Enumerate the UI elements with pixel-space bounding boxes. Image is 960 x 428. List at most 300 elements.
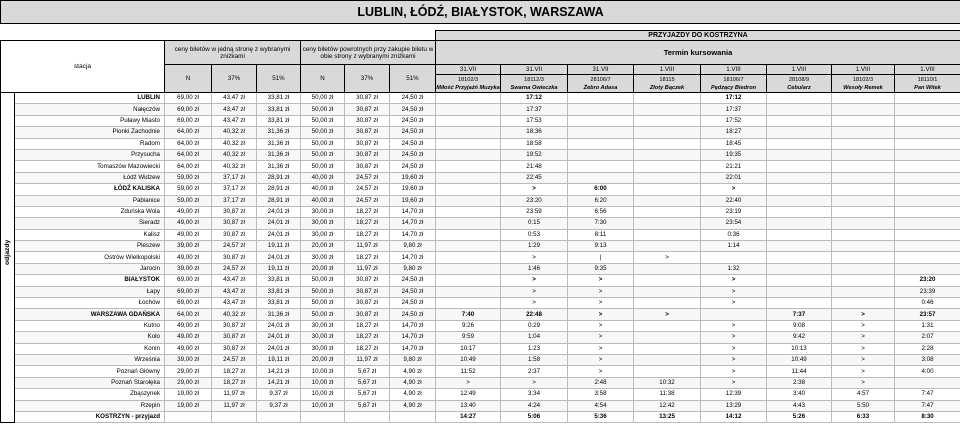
time-cell (832, 93, 895, 104)
time-cell: 17:12 (501, 93, 568, 104)
time-cell: 1:29 (501, 241, 568, 252)
station-name: Poznań Główny (15, 366, 165, 377)
station-name: Zbąszynek (15, 389, 165, 400)
time-cell: > (501, 298, 568, 309)
time-cell: 3:58 (568, 389, 634, 400)
train-header (436, 65, 501, 93)
time-cell: 17:37 (501, 104, 568, 115)
time-cell (832, 149, 895, 160)
time-cell: > (568, 275, 634, 286)
time-cell (634, 218, 701, 229)
time-cell: 21:21 (701, 161, 767, 172)
time-cell: 2:48 (568, 377, 634, 388)
time-cell (767, 93, 832, 104)
price-cell: 30,00 zł (301, 320, 345, 331)
price-cell: 14,70 zł (390, 332, 436, 343)
time-cell: 7:37 (767, 309, 832, 320)
price-cell: 5,67 zł (345, 377, 390, 388)
train-name: Swarna Owieczka (510, 84, 558, 91)
price-cell: 24,01 zł (257, 229, 301, 240)
price-cell: 69,00 zł (165, 115, 212, 126)
time-cell: 10:49 (767, 354, 832, 365)
price-cell: 50,00 zł (301, 286, 345, 297)
train-number: 18115 (659, 76, 675, 83)
time-cell: 5:06 (501, 411, 568, 422)
price-cell: 50,00 zł (301, 275, 345, 286)
time-cell (832, 263, 895, 274)
time-cell: 17:53 (501, 115, 568, 126)
price-cell: 64,00 zł (165, 161, 212, 172)
price-cell: 43,47 zł (212, 298, 257, 309)
time-cell (767, 161, 832, 172)
price-cell: 24,50 zł (390, 275, 436, 286)
train-name: Wesoły Remek (843, 84, 883, 91)
time-cell (895, 149, 960, 160)
price-cell: 24,57 zł (212, 354, 257, 365)
table-row (1, 286, 960, 297)
time-cell: 14:12 (701, 411, 767, 422)
time-cell: 23:19 (701, 206, 767, 217)
time-cell (568, 104, 634, 115)
train-number: 28106/7 (590, 76, 611, 83)
time-cell: 23:39 (895, 286, 960, 297)
time-cell (895, 206, 960, 217)
price-cell: 49,00 zł (165, 206, 212, 217)
return-price-header: ceny biletów powrotnych przy zakupie biletu w obie strony z wybranymi zniżkami (301, 41, 436, 65)
time-cell: 0:29 (501, 320, 568, 331)
price-cell: 30,87 zł (345, 115, 390, 126)
time-cell (634, 206, 701, 217)
price-cell: 40,00 zł (301, 195, 345, 206)
train-header (634, 65, 701, 93)
price-cell: 18,27 zł (345, 229, 390, 240)
price-cell: 69,00 zł (165, 298, 212, 309)
time-cell (436, 286, 501, 297)
train-number: 18102/3 (457, 76, 479, 83)
train-number: 18110/1 (917, 76, 938, 83)
price-cell: 64,00 zł (165, 309, 212, 320)
time-cell (895, 104, 960, 115)
station-name: WARSZAWA GDAŃSKA (15, 309, 165, 320)
price-cell: 30,00 zł (301, 206, 345, 217)
price-cell: 24,01 zł (257, 320, 301, 331)
time-cell (767, 275, 832, 286)
time-cell: > (436, 377, 501, 388)
time-cell (832, 172, 895, 183)
time-cell: 5:36 (568, 411, 634, 422)
station-name: Łapy (15, 286, 165, 297)
time-cell: 11:38 (634, 389, 701, 400)
table-row (1, 104, 960, 115)
price-cell: 31,36 zł (257, 127, 301, 138)
price-cell: 30,00 zł (301, 332, 345, 343)
time-cell (832, 286, 895, 297)
price-cell: 24,50 zł (390, 309, 436, 320)
price-cell: 30,87 zł (212, 229, 257, 240)
train-date: 1.VIII (767, 66, 831, 75)
price-cell: 43,47 zł (212, 115, 257, 126)
time-cell: 6:20 (568, 195, 634, 206)
train-number: 18106/7 (723, 76, 744, 83)
time-cell (436, 275, 501, 286)
price-cell (301, 411, 345, 422)
time-cell (634, 93, 701, 104)
time-cell: 0:46 (895, 298, 960, 309)
time-cell (436, 206, 501, 217)
time-cell (634, 115, 701, 126)
time-cell: > (501, 252, 568, 263)
price-cell: 19,00 zł (165, 389, 212, 400)
time-cell: > (701, 320, 767, 331)
price-cell: 24,57 zł (345, 172, 390, 183)
table-row (1, 411, 960, 422)
price-cell: 50,00 zł (301, 149, 345, 160)
station-name: Ostrów Wielkopolski (15, 252, 165, 263)
time-cell: 2:38 (767, 377, 832, 388)
price-cell: 33,81 zł (257, 275, 301, 286)
time-cell (436, 104, 501, 115)
time-cell (767, 252, 832, 263)
price-cell: 40,32 zł (212, 309, 257, 320)
price-cell: 24,57 zł (212, 241, 257, 252)
time-cell (767, 286, 832, 297)
price-cell: 14,21 zł (257, 377, 301, 388)
price-cell: 43,47 zł (212, 104, 257, 115)
time-cell (895, 229, 960, 240)
station-name: LUBLIN (15, 93, 165, 104)
price-cell: 19,60 zł (390, 195, 436, 206)
price-cell: 29,00 zł (165, 377, 212, 388)
train-header (895, 65, 960, 93)
station-name: Jarocin (15, 263, 165, 274)
price-cell: 20,00 zł (301, 263, 345, 274)
table-row (1, 115, 960, 126)
price-cell: 24,01 zł (257, 206, 301, 217)
price-cell: 9,80 zł (390, 263, 436, 274)
price-cell: 11,97 zł (345, 263, 390, 274)
time-cell: > (568, 332, 634, 343)
time-cell: > (832, 309, 895, 320)
time-cell (895, 138, 960, 149)
time-cell (634, 298, 701, 309)
price-cell: 24,50 zł (390, 138, 436, 149)
price-cell: 37,17 zł (212, 184, 257, 195)
station-name: Sieradz (15, 218, 165, 229)
price-cell: 14,70 zł (390, 229, 436, 240)
time-cell (895, 115, 960, 126)
table-row (1, 229, 960, 240)
time-cell: 18:36 (501, 127, 568, 138)
train-name: Cebularz (787, 84, 811, 91)
table-row (1, 138, 960, 149)
time-cell (832, 115, 895, 126)
time-cell (568, 115, 634, 126)
time-cell: 11:52 (436, 366, 501, 377)
station-name: Pabianice (15, 195, 165, 206)
price-cell: 24,50 zł (390, 298, 436, 309)
time-cell: 9:08 (767, 320, 832, 331)
price-cell: 30,87 zł (212, 320, 257, 331)
train-date: 1.VIII (701, 66, 766, 75)
price-cell: 11,97 zł (212, 389, 257, 400)
table-row (1, 93, 960, 104)
time-cell (895, 218, 960, 229)
time-cell: 4:00 (895, 366, 960, 377)
station-name: Tomaszów Mazowiecki (15, 161, 165, 172)
time-cell (832, 241, 895, 252)
time-cell: 4:43 (767, 400, 832, 411)
time-cell (634, 320, 701, 331)
price-cell: 9,37 zł (257, 389, 301, 400)
time-cell (832, 104, 895, 115)
time-cell (767, 195, 832, 206)
time-cell (895, 161, 960, 172)
table-row (1, 298, 960, 309)
discount-label: N (165, 65, 212, 93)
price-cell: 10,00 zł (301, 389, 345, 400)
train-header (701, 65, 767, 93)
time-cell: 14:27 (436, 411, 501, 422)
price-cell: 4,90 zł (390, 377, 436, 388)
station-name: Zduńska Wola (15, 206, 165, 217)
price-cell: 69,00 zł (165, 104, 212, 115)
price-cell: 9,80 zł (390, 354, 436, 365)
time-cell (895, 377, 960, 388)
station-name: Przysucha (15, 149, 165, 160)
time-cell (634, 263, 701, 274)
time-cell: 10:13 (767, 343, 832, 354)
time-cell (767, 298, 832, 309)
page-title: LUBLIN, ŁÓDŹ, BIAŁYSTOK, WARSZAWA (1, 1, 960, 24)
price-cell: 19,60 zł (390, 184, 436, 195)
table-row (1, 377, 960, 388)
time-cell (832, 229, 895, 240)
price-cell: 40,32 zł (212, 138, 257, 149)
station-header: stacja (1, 41, 165, 93)
price-cell: 9,37 zł (257, 400, 301, 411)
table-row (1, 320, 960, 331)
table-row (1, 309, 960, 320)
price-cell: 24,01 zł (257, 218, 301, 229)
time-cell: 17:37 (701, 104, 767, 115)
price-cell: 14,70 zł (390, 218, 436, 229)
discount-label: 51% (257, 65, 301, 93)
price-cell: 40,32 zł (212, 149, 257, 160)
time-cell (436, 241, 501, 252)
time-cell: 4:54 (568, 400, 634, 411)
price-cell: 30,87 zł (345, 286, 390, 297)
time-cell: 17:52 (701, 115, 767, 126)
time-cell: > (501, 275, 568, 286)
table-row (1, 343, 960, 354)
station-name: Kutno (15, 320, 165, 331)
time-cell (895, 195, 960, 206)
train-header (832, 65, 895, 93)
price-cell: 11,97 zł (212, 400, 257, 411)
price-cell: 50,00 zł (301, 115, 345, 126)
time-cell (767, 138, 832, 149)
time-cell: 17:12 (701, 93, 767, 104)
price-cell: 24,01 zł (257, 252, 301, 263)
time-cell: 12:39 (701, 389, 767, 400)
time-cell: > (701, 184, 767, 195)
time-cell (767, 241, 832, 252)
price-cell: 24,01 zł (257, 343, 301, 354)
time-cell: 21:48 (501, 161, 568, 172)
price-cell: 43,47 zł (212, 286, 257, 297)
price-cell: 19,00 zł (165, 400, 212, 411)
price-cell: 37,17 zł (212, 195, 257, 206)
price-cell: 69,00 zł (165, 286, 212, 297)
time-cell: > (701, 354, 767, 365)
time-cell: 23:54 (701, 218, 767, 229)
price-cell: 24,50 zł (390, 127, 436, 138)
price-cell: 4,90 zł (390, 400, 436, 411)
time-cell: 10:32 (634, 377, 701, 388)
station-name: Koło (15, 332, 165, 343)
time-cell: 8:11 (568, 229, 634, 240)
price-cell: 50,00 zł (301, 309, 345, 320)
time-cell (895, 263, 960, 274)
price-cell: 31,36 zł (257, 161, 301, 172)
price-cell: 30,87 zł (345, 104, 390, 115)
table-row (1, 366, 960, 377)
price-cell: 24,50 zł (390, 149, 436, 160)
price-cell: 49,00 zł (165, 332, 212, 343)
price-cell: 50,00 zł (301, 161, 345, 172)
time-cell: > (568, 354, 634, 365)
price-cell: 50,00 zł (301, 138, 345, 149)
price-cell: 37,17 zł (212, 172, 257, 183)
time-cell (436, 195, 501, 206)
time-cell: 18:27 (701, 127, 767, 138)
time-cell: 9:26 (436, 320, 501, 331)
time-cell: > (832, 366, 895, 377)
station-name: Pleszew (15, 241, 165, 252)
time-cell (767, 115, 832, 126)
price-cell: 30,87 zł (212, 332, 257, 343)
price-cell: 14,70 zł (390, 206, 436, 217)
price-cell: 50,00 zł (301, 127, 345, 138)
time-cell: > (701, 332, 767, 343)
time-cell: > (832, 320, 895, 331)
price-cell: 50,00 zł (301, 93, 345, 104)
time-cell: 23:20 (895, 275, 960, 286)
time-cell: 2:28 (895, 343, 960, 354)
time-cell: 12:49 (436, 389, 501, 400)
train-name: Pędzący Biedron (710, 84, 757, 91)
time-cell (568, 138, 634, 149)
time-cell: 9:13 (568, 241, 634, 252)
table-row (1, 149, 960, 160)
train-header (767, 65, 832, 93)
train-name: Żebro Adasa (583, 84, 618, 91)
time-cell: > (832, 343, 895, 354)
price-cell: 33,81 zł (257, 286, 301, 297)
time-cell: 0:15 (501, 218, 568, 229)
time-cell: 1:58 (501, 354, 568, 365)
price-cell: 40,32 zł (212, 127, 257, 138)
time-cell: > (701, 298, 767, 309)
price-cell: 24,57 zł (212, 263, 257, 274)
price-cell: 49,00 zł (165, 218, 212, 229)
discount-label: N (301, 65, 345, 93)
time-cell: > (701, 286, 767, 297)
station-name: Poznań Starołęka (15, 377, 165, 388)
price-cell: 30,87 zł (212, 252, 257, 263)
price-cell: 24,50 zł (390, 104, 436, 115)
table-row (1, 389, 960, 400)
time-cell (767, 172, 832, 183)
price-cell: 69,00 zł (165, 275, 212, 286)
time-cell (568, 149, 634, 160)
price-cell: 19,11 zł (257, 241, 301, 252)
departures-label: odjazdy (4, 239, 11, 265)
time-cell: 1:23 (501, 343, 568, 354)
time-cell: 23:57 (895, 309, 960, 320)
price-cell (212, 411, 257, 422)
price-cell: 18,27 zł (212, 366, 257, 377)
price-cell: 49,00 zł (165, 320, 212, 331)
price-cell: 18,27 zł (345, 218, 390, 229)
price-cell: 18,27 zł (345, 252, 390, 263)
price-cell: 29,00 zł (165, 366, 212, 377)
time-cell (436, 252, 501, 263)
price-cell: 33,81 zł (257, 298, 301, 309)
time-cell: 5:50 (832, 400, 895, 411)
time-cell: 3:34 (501, 389, 568, 400)
time-cell: > (568, 343, 634, 354)
train-date: 1.VIII (832, 66, 894, 75)
time-cell: 13:40 (436, 400, 501, 411)
time-cell (767, 184, 832, 195)
price-cell: 10,00 zł (301, 377, 345, 388)
time-cell: 19:35 (701, 149, 767, 160)
time-cell (767, 263, 832, 274)
price-cell: 30,87 zł (345, 138, 390, 149)
price-cell: 30,87 zł (345, 149, 390, 160)
table-row (1, 218, 960, 229)
train-number: 18102/3 (852, 76, 874, 83)
station-name: Radom (15, 138, 165, 149)
price-cell: 31,36 zł (257, 309, 301, 320)
time-cell (634, 229, 701, 240)
time-cell (895, 93, 960, 104)
time-cell: 11:44 (767, 366, 832, 377)
price-cell: 30,87 zł (212, 343, 257, 354)
time-cell (895, 252, 960, 263)
price-cell: 33,81 zł (257, 93, 301, 104)
price-cell: 40,00 zł (301, 172, 345, 183)
time-cell (634, 275, 701, 286)
time-cell: 8:30 (895, 411, 960, 422)
price-cell (390, 411, 436, 422)
time-cell: > (568, 309, 634, 320)
time-cell (634, 184, 701, 195)
time-cell (568, 127, 634, 138)
time-cell: 9:59 (436, 332, 501, 343)
price-cell: 24,57 zł (345, 195, 390, 206)
time-cell: 18:45 (701, 138, 767, 149)
table-row (1, 354, 960, 365)
train-name: Złoty Bączek (649, 84, 685, 91)
table-row (1, 161, 960, 172)
price-cell (165, 411, 212, 422)
price-cell: 14,21 zł (257, 366, 301, 377)
time-cell: 13:25 (634, 411, 701, 422)
time-cell (832, 218, 895, 229)
price-cell: 59,00 zł (165, 172, 212, 183)
